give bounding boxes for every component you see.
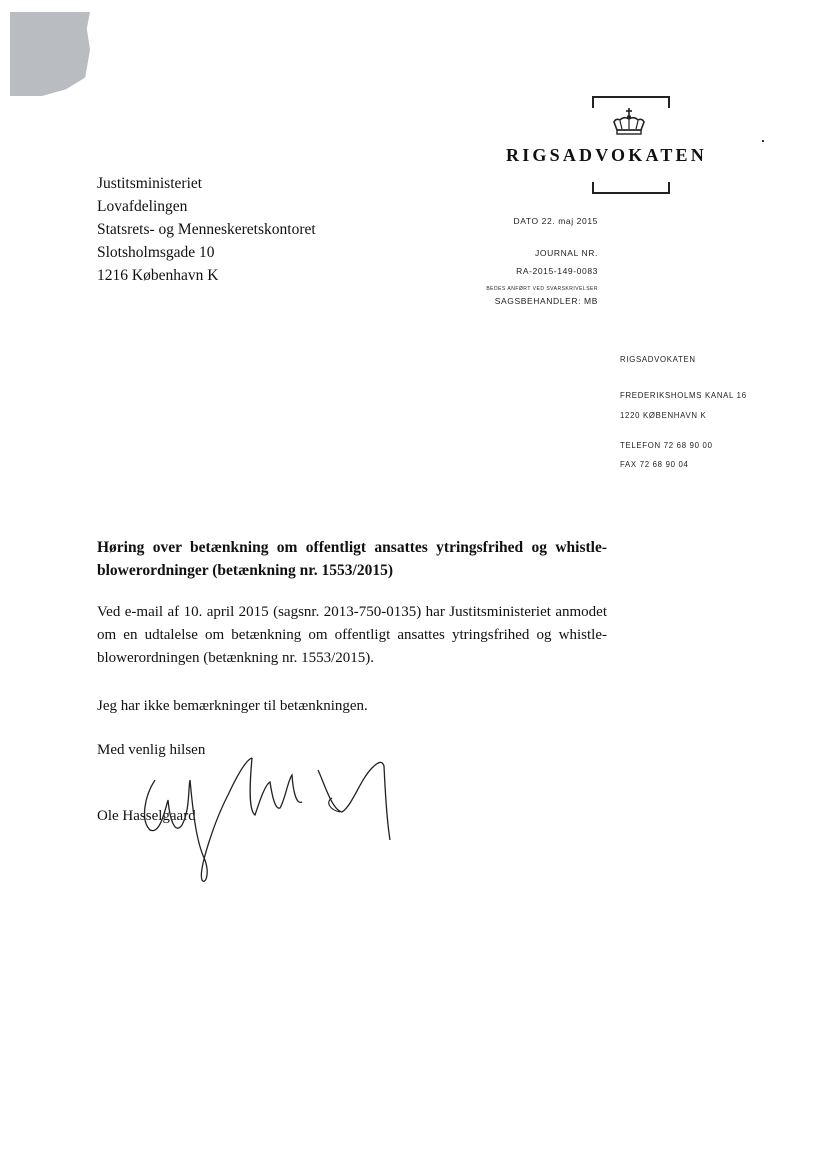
scan-speck (762, 140, 764, 142)
crest-top-bracket (592, 96, 670, 108)
letter-meta (486, 216, 598, 306)
reference-note: BEDES ANFØRT VED SVARSKRIVELSER (486, 286, 598, 292)
crest-bottom-bracket (592, 182, 670, 194)
recipient-line: Statsrets- og Menneskeretskontoret (97, 221, 316, 238)
journal-label: JOURNAL NR. (535, 248, 598, 258)
letter-paragraph-1: Ved e-mail af 10. april 2015 (sagsnr. 2013-750-0135) har Justitsministeriet anmodet om en udtalelse om betænkning om offentligt ansattes ytringsfrihed og whistle-blowerordningen (betænkning nr. 1553/2015). (97, 604, 607, 666)
sender-contact (620, 354, 747, 471)
sender-fax: FAX 72 68 90 04 (620, 460, 689, 469)
closing-greeting: Med venlig hilsen (97, 742, 206, 758)
sender-street: FREDERIKSHOLMS KANAL 16 (620, 391, 747, 400)
recipient-line: Slotsholmsgade 10 (97, 244, 215, 261)
signer-name: Ole Hasselgaard (97, 808, 196, 824)
handwritten-signature (120, 740, 420, 890)
letter-paragraph-2: Jeg har ikke bemærkninger til betænkningen. (97, 698, 368, 714)
scan-artifact (10, 12, 90, 96)
case-handler: SAGSBEHANDLER: MB (494, 296, 598, 306)
letter-subject: Høring over betænkning om offentligt ansattes ytringsfrihed og whistle-blowerordninger (betænkning nr. 1553/2015) (97, 539, 607, 579)
sender-phone: TELEFON 72 68 90 00 (620, 441, 713, 450)
crown-icon (610, 108, 648, 138)
journal-number: RA-2015-149-0083 (516, 266, 598, 276)
recipient-line: Lovafdelingen (97, 198, 188, 215)
recipient-address (97, 172, 316, 287)
letterhead-brand: RIGSADVOKATEN (506, 145, 707, 165)
sender-city: 1220 KØBENHAVN K (620, 411, 707, 420)
date-line: DATO 22. maj 2015 (513, 216, 598, 226)
recipient-line: 1216 København K (97, 267, 219, 284)
sender-name: RIGSADVOKATEN (620, 355, 696, 364)
recipient-line: Justitsministeriet (97, 175, 203, 192)
